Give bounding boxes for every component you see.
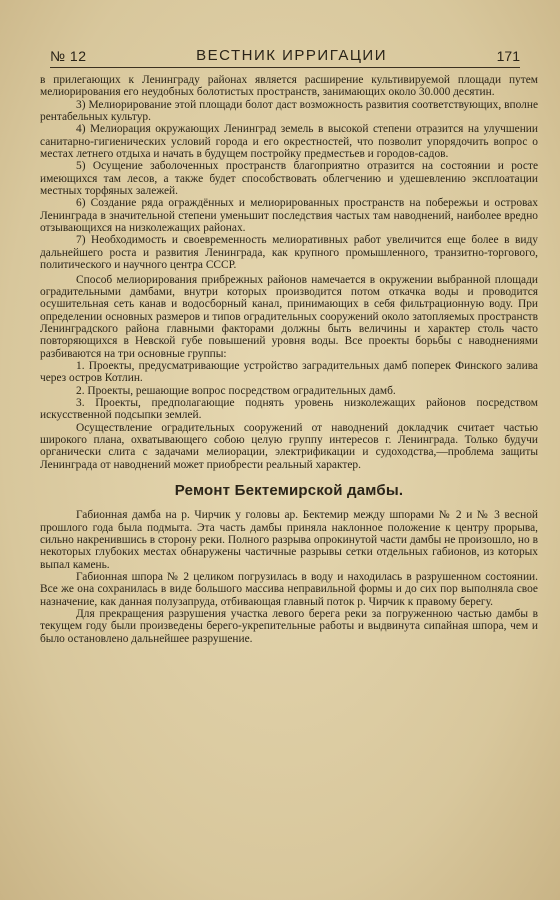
paragraph: Габионная дамба на р. Чирчик у головы ар. Бектемир между шпорами № 2 и № 3 весной прошлого года была подмыта. Эта часть дамбы приняла наклонное положение к центру прорыва, сильно накренившись в сторону реки. Полного разрыва опрокинутой части дамбы не произошло, но в некоторых глубоких местах обнаружены частичные разрывы сетки отдельных габионов, из которых выпал камень. [40, 509, 538, 571]
list-item: 3. Проекты, предполагающие поднять уровень низколежащих районов посредством искусственной подсыпки землей. [40, 396, 538, 422]
list-item: 1. Проекты, предусматривающие устройство заградительных дамб поперек Финского залива через остров Котлин. [40, 359, 538, 385]
paragraph: 7) Необходимость и своевременность мелиоративных работ увеличится еще более в виду дальнейшего роста и развития Ленинграда, как крупного промышленного, транзитно-торгового, политического и научного центра СССР. [40, 234, 538, 272]
list-item: 2. Проекты, решающие вопрос посредством оградительных дамб. [76, 384, 396, 397]
paragraph: Для прекращения разрушения участка левого берега реки за погруженною частью дамбы в текущем году были произведены берего-укрепительные работы и выдвинута сипайная шпора, чем и было остановлено дальнейшее разрушение. [40, 608, 538, 645]
issue-number: № 12 [50, 48, 87, 64]
paragraph: Способ мелиорирования прибрежных районов намечается в окружении выбранной площади оградительными дамбами, внутри которых производится потом откачка воды и проводится осушительная сеть канав и водосборный канал, принимающих в себя фильтрационную воду. При определении основных размеров и типов оградительных сооружений около затопляемых пространств Ленинградского района главными факторами должны быть величины и характер столь часто повторяющихся в Невской губе повышений уровня воды. Все проекты борьбы с наводнениями разбиваются на три основные группы: [40, 273, 538, 360]
page-number: 171 [496, 48, 520, 64]
paragraph: 4) Мелиорация окружающих Ленинград земель в высокой степени отразится на улучшении санитарно-гигиенических условий города и его окрестностей, что позволит упорядочить вопрос о местах летнего отдыха и начать в будущем постройку предместьев и городов-садов. [40, 123, 538, 161]
paragraph: 5) Осущение заболоченных пространств благоприятно отразится на состоянии и росте имеющихся там лесов, а также будет способствовать облегчению и удешевлению эксплоатации местных торфяных залежей. [40, 160, 538, 198]
paragraph: Габионная шпора № 2 целиком погрузилась в воду и находилась в разрушенном состоянии. Все же она сохранилась в виде большого массива неправильной формы и до сих пор выполняла свое назначение, как данная полузапруда, отбивающая главный поток р. Чирчик к правому берегу. [40, 571, 538, 608]
paragraph: Осуществление оградительных сооружений от наводнений докладчик считает частью широкого плана, охватывающего собою целую группу интересов г. Ленинграда. Только будучи органически слита с задачами мелиорации, электрификации и судоходства,—проблема защиты Ленинграда от наводнений может приобрести реальный характер. [40, 421, 538, 471]
paragraph: в прилегающих к Ленинграду районах является расширение культивируемой площади путем мелиорирования его неудобных болотистых пространств, занимающих около 30.000 десятин. [40, 74, 538, 99]
paragraph: 6) Создание ряда ограждённых и мелиорированных пространств на побережьи и островах Ленинграда в значительной степени уменьшит последствия частых там наводнений, наиболее вредно отзывающихся на низколежащих районах. [40, 197, 538, 235]
journal-title: ВЕСТНИК ИРРИГАЦИИ [196, 47, 387, 64]
page-header [50, 38, 520, 68]
article-body [40, 74, 538, 645]
section-title: Ремонт Бектемирской дамбы. [174, 482, 404, 499]
paragraph: 3) Мелиорирование этой площади болот даст возможность развития соответствующих, вполне рентабельных культур. [40, 98, 538, 124]
